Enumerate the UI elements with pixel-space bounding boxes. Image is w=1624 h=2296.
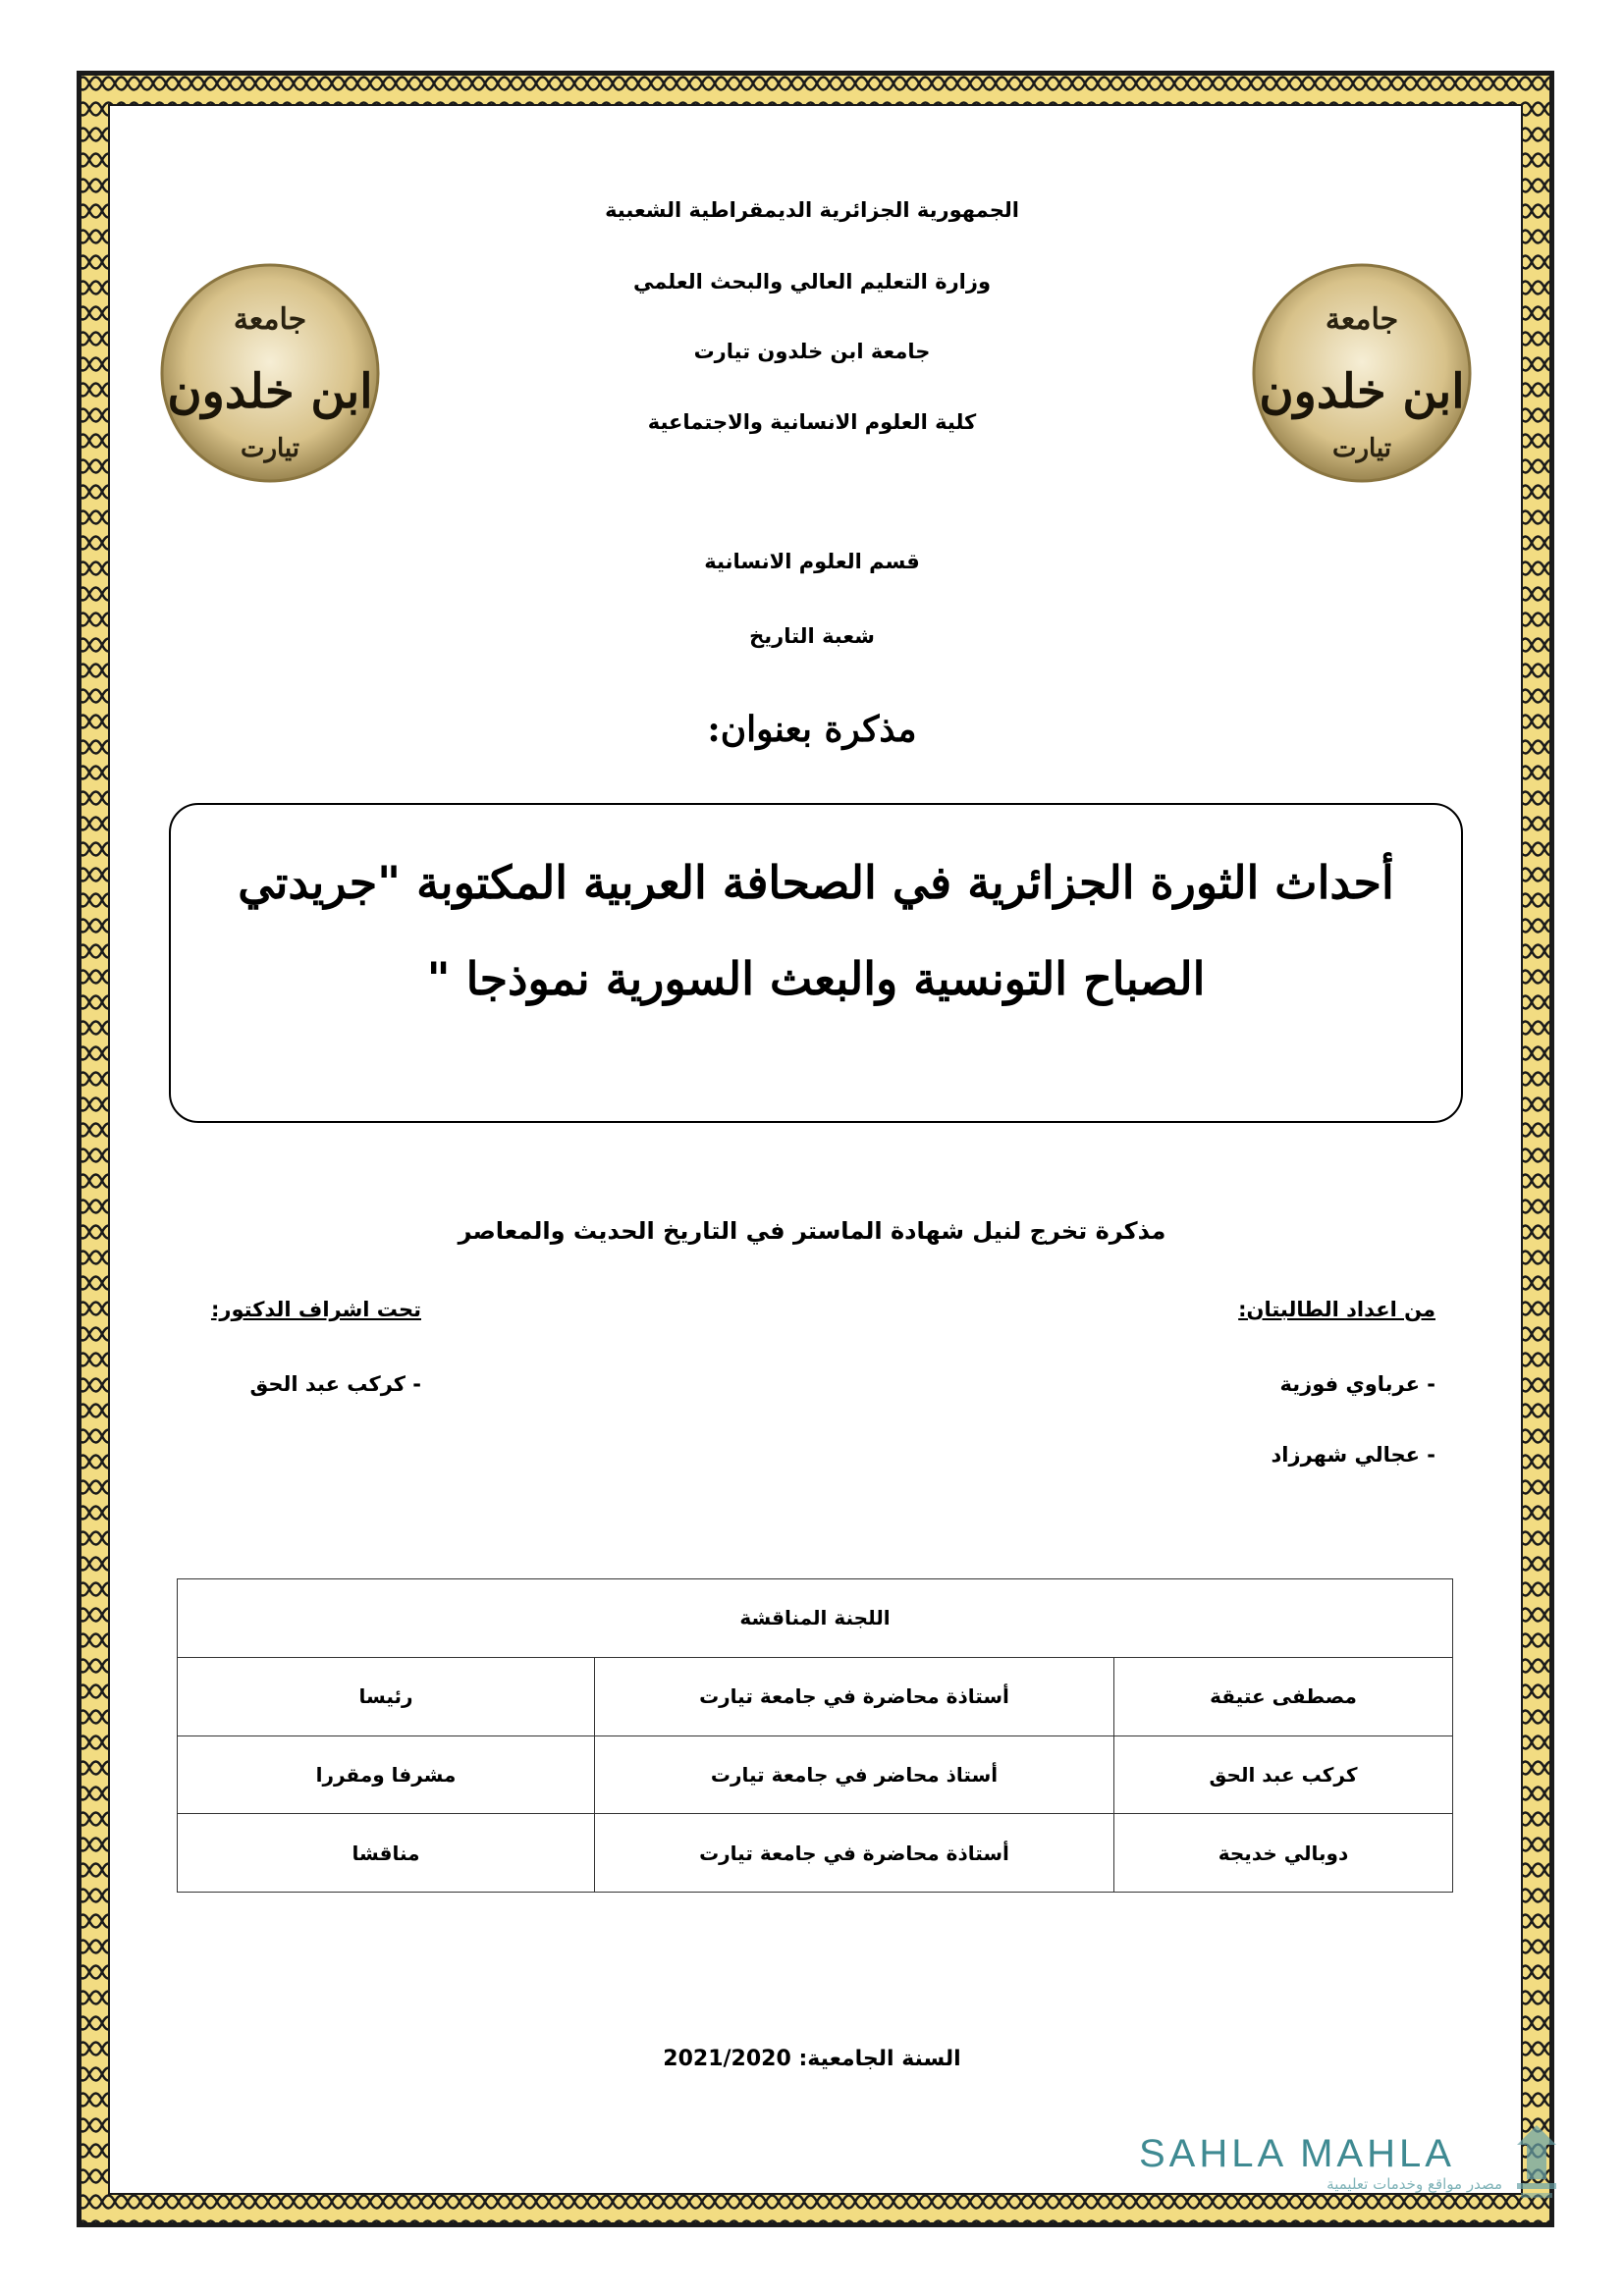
jury-member-position: أستاذة محاضرة في جامعة تيارت	[595, 1657, 1114, 1735]
academic-year	[0, 2047, 1624, 2071]
header-university: جامعة ابن خلدون تيارت	[693, 340, 931, 363]
student-name-2: - عجالي شهرزاد	[1271, 1443, 1435, 1467]
academic-year-label: السنة الجامعية:	[798, 2047, 961, 2071]
supervisor-label: تحت اشراف الدكتور:	[210, 1298, 421, 1321]
thesis-title-box	[169, 803, 1463, 1123]
svg-text:تيارت: تيارت	[240, 434, 300, 463]
svg-text:جامعة: جامعة	[233, 302, 307, 337]
svg-text:تيارت: تيارت	[1331, 434, 1392, 463]
watermark-text: SAHLA MAHLA	[1139, 2132, 1455, 2175]
watermark-subtext: مصدر مواقع وخدمات تعليمية	[1326, 2175, 1502, 2193]
header-republic: الجمهورية الجزائرية الديمقراطية الشعبية	[605, 198, 1019, 222]
department-branch: شعبة التاريخ	[749, 624, 875, 648]
jury-member-name: مصطفى عتيقة	[1114, 1657, 1453, 1735]
supervisor-name: - كركب عبد الحق	[249, 1372, 421, 1396]
jury-member-name: دوبالي خديجة	[1114, 1814, 1453, 1893]
svg-text:جامعة: جامعة	[1325, 302, 1399, 337]
degree-statement: مذكرة تخرج لنيل شهادة الماستر في التاريخ الحديث والمعاصر	[458, 1217, 1166, 1245]
jury-table	[177, 1578, 1453, 1893]
jury-title: اللجنة المناقشة	[178, 1579, 1453, 1658]
jury-member-name: كركب عبد الحق	[1114, 1735, 1453, 1814]
jury-member-position: أستاذة محاضرة في جامعة تيارت	[595, 1814, 1114, 1893]
university-logo-left	[157, 260, 383, 486]
header-ministry: وزارة التعليم العالي والبحث العلمي	[632, 270, 992, 294]
jury-member-role: مشرفا ومقررا	[178, 1735, 595, 1814]
jury-row	[178, 1814, 1453, 1893]
jury-title-row	[178, 1579, 1453, 1658]
thesis-title-line2: الصباح التونسية والبعث السورية نموذجا "	[426, 952, 1206, 1005]
student-name-1: - عرباوي فوزية	[1279, 1372, 1435, 1396]
academic-year-value: 2021/2020	[663, 2047, 791, 2071]
header-faculty: كلية العلوم الانسانية والاجتماعية	[647, 410, 977, 434]
jury-row	[178, 1657, 1453, 1735]
svg-text:ابن خلدون: ابن خلدون	[167, 364, 373, 419]
jury-row	[178, 1735, 1453, 1814]
svg-text:ابن خلدون: ابن خلدون	[1259, 364, 1465, 419]
department-name: قسم العلوم الانسانية	[704, 550, 920, 573]
memo-heading: مذكرة بعنوان:	[707, 709, 917, 750]
university-logo-right	[1249, 260, 1475, 486]
jury-member-role: مناقشا	[178, 1814, 595, 1893]
jury-member-position: أستاذ محاضر في جامعة تيارت	[595, 1735, 1114, 1814]
students-label: من اعداد الطالبتان:	[1238, 1298, 1435, 1321]
thesis-title-line1: أحداث الثورة الجزائرية في الصحافة العربية المكتوبة "جريدتي	[238, 856, 1394, 909]
jury-member-role: رئيسا	[178, 1657, 595, 1735]
watermark-logo-icon	[1507, 2120, 1566, 2209]
